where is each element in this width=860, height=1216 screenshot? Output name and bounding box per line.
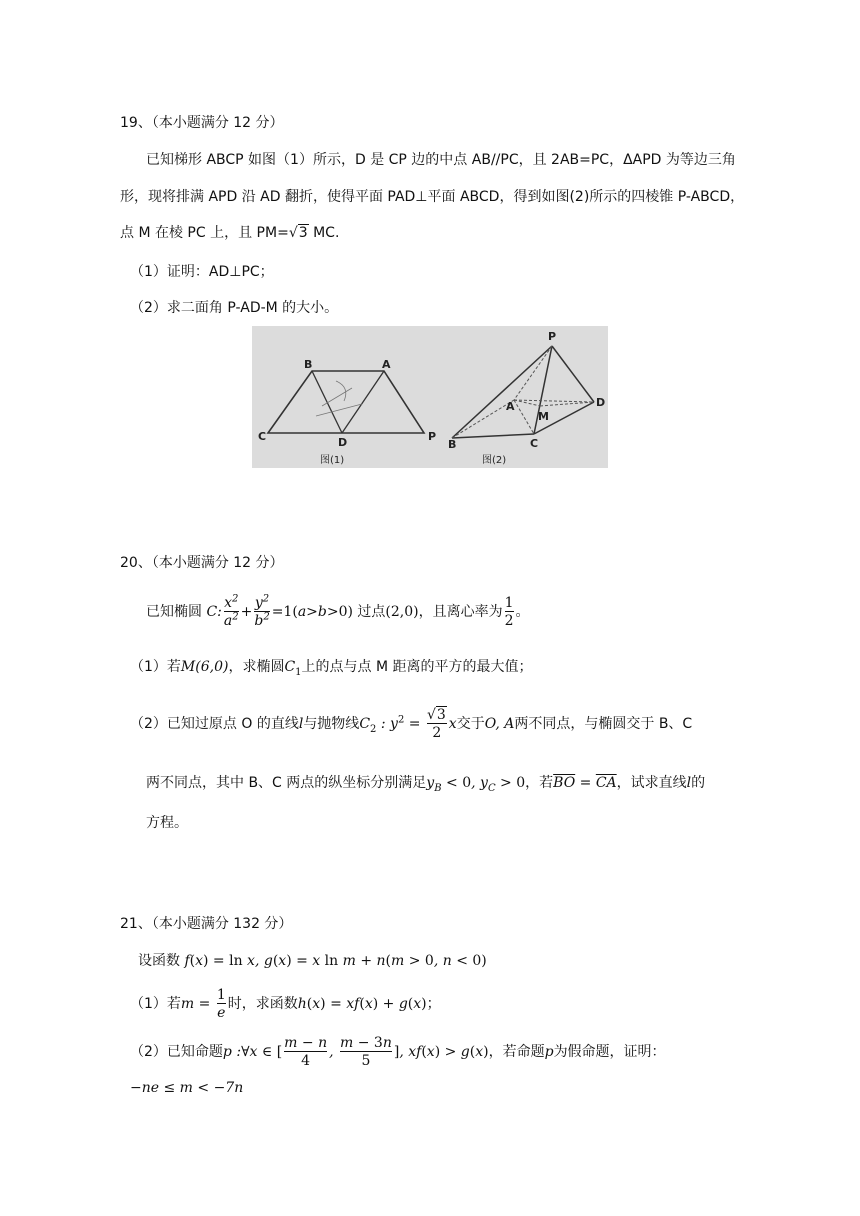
q20-line-b-pre: 两不同点，其中 B、C 两点的纵坐标分别满足 [146,775,427,791]
fig1-label-a: A [382,358,391,371]
q20-part1-pre: （1）若 [130,659,181,675]
ellipse-c1: $C_1$ [284,659,302,678]
q19-line3-pre: 点 M 在棱 PC 上，且 PM= [120,225,289,241]
q19-figure [252,326,608,468]
q20-part2 [130,704,692,744]
q21-part2 [130,1032,666,1072]
fig2-label-m: M [538,410,549,423]
proposition-p-ref: p [544,1044,554,1060]
q19-line1: 已知梯形 ABCP 如图（1）所示，D 是 CP 边的中点 AB//PC，且 2AB=PC，ΔAPD 为等边三角 [146,152,736,168]
q20-line-b [146,772,705,792]
q20-line-b-post: ，试求直线 [616,775,687,791]
q19-part1: （1）证明：AD⊥PC； [130,264,274,280]
fig2-label-a: A [506,400,515,413]
q20-part1 [130,656,533,676]
q21-part1-mid: 时，求函数 [227,996,298,1012]
q21-part1 [130,984,441,1024]
q20-line1-mid: 过点 [357,604,386,620]
q19-line3-post: MC. [308,225,340,241]
q21-part2-mid: ，若命题 [488,1044,545,1060]
figure-background [252,326,608,468]
fig2-label-d: D [596,396,606,409]
line-l-2: l [686,775,692,791]
q20-part2-mid2: 交于 [456,716,485,732]
fig2-label-p: P [548,330,557,343]
y-conditions: $y_B < 0$, $y_C > 0$ [426,775,526,794]
q20-part2-post: 两不同点，与椭圆交于 B、C [514,716,693,732]
q19-part2: （2）求二面角 P-AD-M 的大小。 [130,300,339,316]
fig1-label-p: P [428,430,437,443]
fig2-label-c: C [530,437,539,450]
fig1-label-c: C [258,430,267,443]
q20-line1-post: ，且离心率为 [418,604,503,620]
q21-part2-post: 为假命题，证明： [553,1044,666,1060]
q20-part2-pre: （2）已知过原点 O 的直线 [130,716,299,732]
sqrt-symbol: √ [288,225,298,241]
m-value: m = $\frac{1}{e}$ [180,986,226,1021]
ellipse-equation: C: $\frac{x^2}{a^2}$ + $\frac{y^2}{b^2}$ =1(a>b>0) [206,593,353,629]
parabola-equation: $C_2$ : $y^2$ = $\frac{√3}{2}$ x [359,706,457,741]
fig2-label-b: B [448,438,457,451]
h-function: h(x) = xf(x) + g(x) [297,996,427,1012]
fig1-label-b: B [304,358,313,371]
q20-part1-point-m: M(6,0) [180,659,229,675]
q20-line-b-end: 的 [691,775,706,791]
q19-line3 [120,222,339,242]
q20-line1-pre: 已知椭圆 [146,604,202,620]
function-definitions: f(x) = ln x, g(x) = x ln m + n(m > 0, n < 0) [184,953,487,969]
q20-line-b-mid: ，若 [525,775,554,791]
q21-part1-end: ； [426,996,441,1012]
q20-part1-post: 上的点与点 M 距离的平方的最大值； [301,659,533,675]
q19-line3-sqrt: 3 [298,225,308,241]
fig1-caption: 图(1) [320,455,345,466]
q20-line1-end: 。 [515,604,530,620]
q20-part2-mid1: 与抛物线 [303,716,360,732]
q21-part2-pre: （2）已知命题 [130,1044,223,1060]
q20-line1 [146,592,530,632]
q21-line1 [138,950,487,970]
q19-heading: 19、（本小题满分 12 分） [120,115,284,131]
eccentricity-fraction: $\frac{1}{2}$ [504,594,514,629]
q21-line1-pre: 设函数 [138,953,180,969]
q21-heading: 21、（本小题满分 132 分） [120,916,293,932]
q20-part1-mid: ，求椭圆 [228,659,285,675]
q20-part2-points-oa: O, A [484,716,515,732]
line-l: l [298,716,304,732]
fig1-label-d: D [338,436,348,449]
q20-line1-point: (2,0) [385,604,419,620]
q19-line2: 形，现将排满 APD 沿 AD 翻折，使得平面 PAD⊥平面 ABCD，得到如图(2)所示的四棱锥 P-ABCD， [120,189,745,205]
q20-line-c: 方程。 [146,815,188,831]
fig2-caption: 图(2) [482,455,507,466]
q20-heading: 20、（本小题满分 12 分） [120,555,284,571]
vector-equation: $\overline{BO} = \overline{CA}$ [553,775,617,791]
q21-part1-pre: （1）若 [130,996,181,1012]
q21-conclusion: −ne ≤ m < −7n [130,1080,244,1096]
proposition-p: p :∀x ∈ [ $\frac{m - n}{4}$ , $\frac{m - 3n}{5}$ ], xf(x) > g(x) [222,1034,489,1069]
